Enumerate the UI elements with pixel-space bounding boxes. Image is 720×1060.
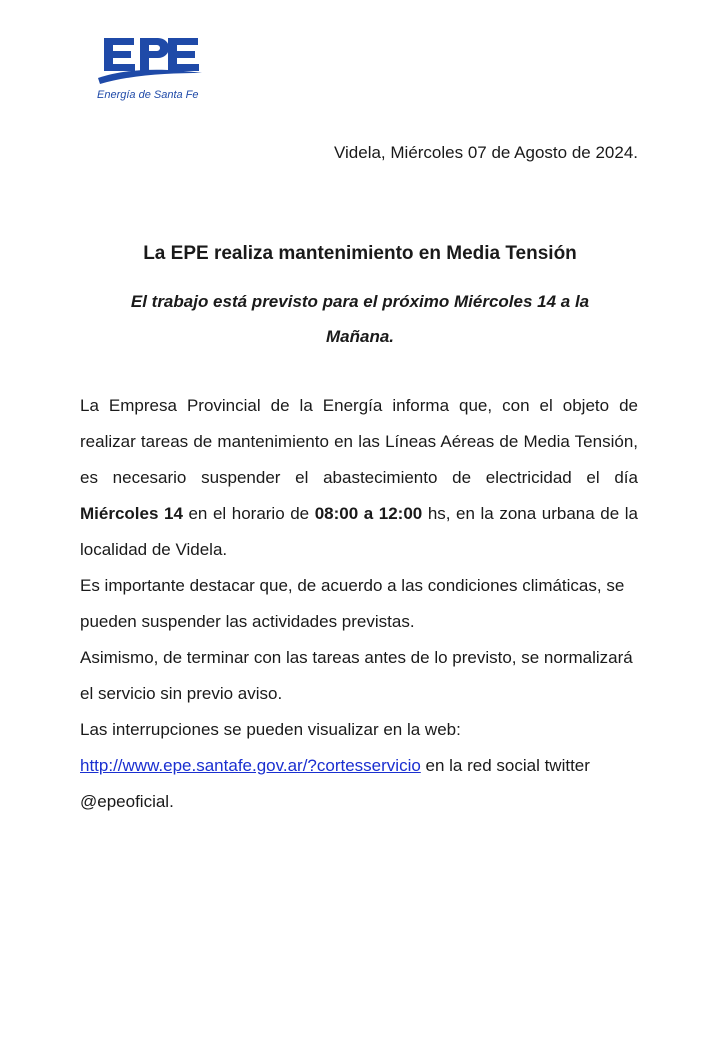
paragraph-restore: Asimismo, de terminar con las tareas antes de lo previsto, se normalizará el servicio sin previo aviso. [80, 648, 633, 703]
page-subtitle: El trabajo está previsto para el próximo Miércoles 14 a la Mañana. [130, 292, 590, 346]
paragraph-text: La Empresa Provincial de la Energía informa que, con el objeto de realizar tareas de mantenimiento en las Líneas Aéreas de Media Tensión, es necesario suspender el abastecimiento de electricidad el día [80, 396, 638, 487]
paragraph-text: en el horario de [182, 504, 315, 523]
paragraph-text: hs, en la zona urbana de la localidad de Videla. [80, 504, 638, 559]
body-text [80, 388, 638, 820]
paragraph-announcement [80, 388, 638, 568]
epe-logo-icon [96, 32, 204, 88]
paragraph-text: en la red social twitter @epeoficial. [80, 756, 590, 811]
highlight-day: Miércoles 14 [80, 504, 183, 523]
epe-logo [96, 32, 216, 104]
paragraph-web: Las interrupciones se pueden visualizar en la web: [80, 720, 461, 739]
page-title: La EPE realiza mantenimiento en Media Tensión [143, 243, 577, 264]
logo-tagline: Energía de Santa Fe [97, 89, 199, 101]
outages-link[interactable]: http://www.epe.santafe.gov.ar/?cortesservicio [80, 756, 421, 775]
paragraph-weather: Es importante destacar que, de acuerdo a las condiciones climáticas, se pueden suspender las actividades previstas. [80, 576, 625, 631]
highlight-hours: 08:00 a 12:00 [314, 504, 423, 523]
date-line: Videla, Miércoles 07 de Agosto de 2024. [333, 143, 638, 162]
paragraph-link [80, 748, 638, 820]
